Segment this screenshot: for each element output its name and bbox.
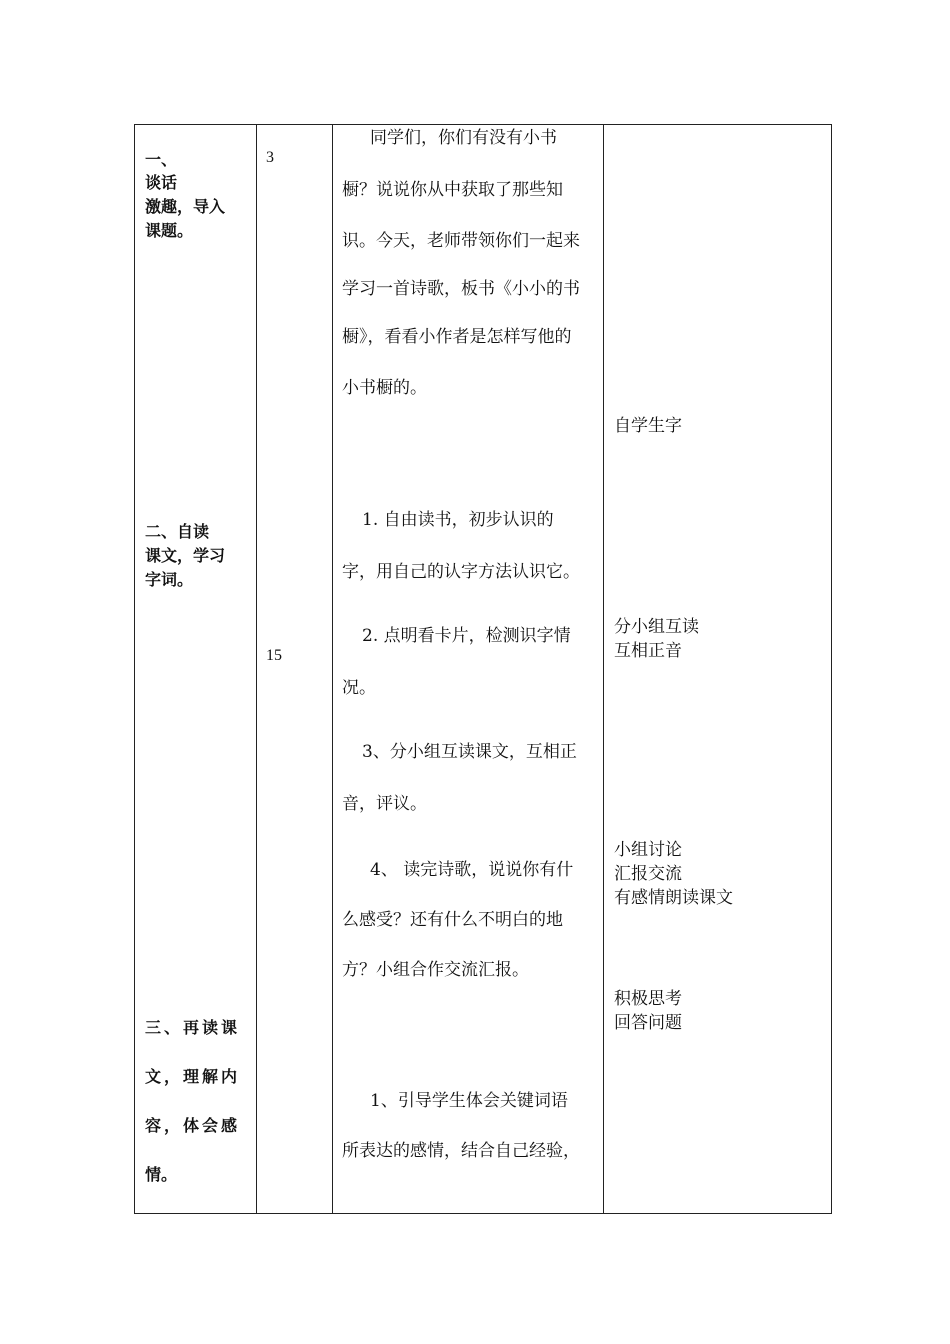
student-activity: 回答问题 <box>614 1013 682 1033</box>
teacher-line: 4、 读完诗歌，说说你有什 <box>370 860 574 880</box>
stage-3-line-4: 情。 <box>145 1165 178 1184</box>
teacher-line: 识。今天，老师带领你们一起来 <box>342 231 580 251</box>
stage-1-line-2: 谈话 <box>145 173 178 192</box>
teacher-line: 方？小组合作交流汇报。 <box>342 960 529 980</box>
teacher-line: 所表达的感情，结合自己经验， <box>342 1141 580 1161</box>
column-divider <box>603 125 604 1213</box>
stage-1-line-4: 课题。 <box>145 221 194 240</box>
student-activity: 小组讨论 <box>614 840 682 860</box>
time-stage-1: 3 <box>266 149 274 166</box>
column-divider <box>332 125 333 1213</box>
teacher-line: 橱》，看看小作者是怎样写他的 <box>342 327 572 347</box>
teacher-line: 1、引导学生体会关键词语 <box>370 1091 568 1111</box>
student-activity: 汇报交流 <box>614 864 682 884</box>
stage-1-line-1: 一、 <box>145 150 178 169</box>
teacher-line: 况。 <box>342 678 376 698</box>
teacher-line: 学习一首诗歌，板书《小小的书 <box>342 279 580 299</box>
teacher-line: 么感受？还有什么不明白的地 <box>342 910 563 930</box>
stage-3-line-3: 容，体会感 <box>145 1116 241 1135</box>
teacher-line: 同学们，你们有没有小书 <box>370 128 557 148</box>
teacher-line: 音，评议。 <box>342 794 427 814</box>
stage-2-line-1: 二、自读 <box>145 522 210 541</box>
stage-1-line-3: 激趣，导入 <box>145 197 226 216</box>
column-divider <box>256 125 257 1213</box>
student-activity: 积极思考 <box>614 989 682 1009</box>
teacher-line: 橱？说说你从中获取了那些知 <box>342 180 563 200</box>
stage-3-line-1: 三、再读课 <box>145 1018 241 1037</box>
stage-2-line-3: 字词。 <box>145 570 194 589</box>
student-activity: 自学生字 <box>614 416 682 436</box>
teacher-line: 1. 自由读书，初步认识的 <box>362 510 554 530</box>
student-activity: 分小组互读 <box>614 617 699 637</box>
student-activity: 有感情朗读课文 <box>614 888 733 908</box>
stage-2-line-2: 课文，学习 <box>145 546 226 565</box>
teacher-line: 3、分小组互读课文，互相正 <box>362 742 577 762</box>
teacher-line: 小书橱的。 <box>342 378 427 398</box>
student-activity: 互相正音 <box>614 641 682 661</box>
teacher-line: 2. 点明看卡片，检测识字情 <box>362 626 571 646</box>
time-stage-2: 15 <box>266 647 282 664</box>
teacher-line: 字，用自己的认字方法认识它。 <box>342 562 580 582</box>
stage-3-line-2: 文，理解内 <box>145 1067 241 1086</box>
